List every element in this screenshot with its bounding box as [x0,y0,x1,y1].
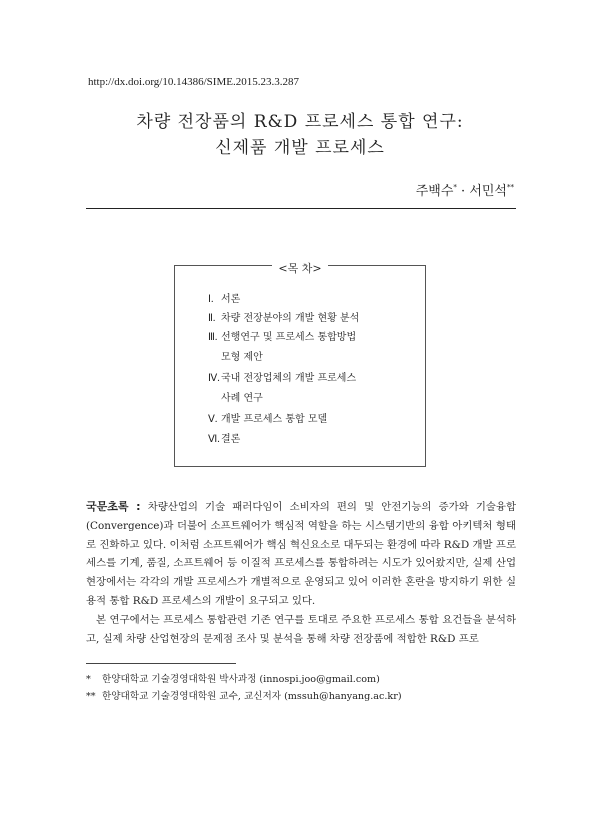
toc-item-label: 개발 프로세스 통합 모델 [221,414,328,425]
toc-item [208,410,327,425]
footnote-text: 한양대학교 기술경영대학원 박사과정 (innospi.joo@gmail.com) [102,674,380,685]
toc-item [208,328,356,343]
table-of-contents [174,262,426,467]
author-mark: ** [507,183,514,192]
toc-item-label: 국내 전장업체의 개발 프로세스 [221,373,357,384]
footnote-mark: * [86,674,91,685]
author-separator: · [456,184,470,199]
toc-number: Ⅵ. [208,434,220,445]
toc-item-label: 서론 [221,294,241,305]
author-line [416,180,514,199]
footnote [86,671,380,685]
paper-title: 차량 전장품의 R&D 프로세스 통합 연구: [136,112,464,132]
toc-number: Ⅲ. [208,332,218,343]
footnote-mark: ** [86,691,96,702]
toc-item [208,369,356,384]
toc-item-continuation: 모형 제안 [221,352,263,363]
toc-item-continuation: 사례 연구 [221,393,263,404]
abstract-paragraph [86,498,516,611]
toc-number: Ⅰ. [208,294,214,305]
footnote-text: 한양대학교 기술경영대학원 교수, 교신저자 (mssuh@hanyang.ac.kr) [102,691,402,702]
toc-item-label: 선행연구 및 프로세스 통합방법 [221,332,357,343]
toc-heading: <목 차> [175,257,425,276]
paper-subtitle: 신제품 개발 프로세스 [215,138,385,158]
toc-number: Ⅳ. [208,373,220,384]
abstract-paragraph: 본 연구에서는 프로세스 통합관련 기존 연구를 토대로 주요한 프로세스 통합 요건들을 분석하고, 실제 차량 산업현장의 문제점 조사 및 분석을 통해 차량 전장품에 적합한 R&D 프로 [86,613,516,645]
author-name: 서민석 [469,184,507,199]
toc-number: Ⅱ. [208,313,216,324]
abstract-label: 국문초록 : [86,500,141,513]
footnote-divider [86,663,236,664]
toc-item [208,290,240,305]
toc-item [208,309,359,324]
toc-item [208,430,240,445]
toc-item-label: 결론 [221,434,241,445]
author-name: 주백수 [415,184,454,199]
abstract-text: 차량산업의 기술 패러다임이 소비자의 편의 및 안전기능의 증가와 기술융합(Convergence)과 더불어 소프트웨어가 핵심적 역할을 하는 시스템기반의 융합 아키텍처 형태로 진화하고 있다. 이처럼 소프트웨어가 핵심 혁신요소로 대두되는 환경에 따라 R&D 개발 프로세스를 기계, 품질, 소프트웨어 등 이질적 프로세스를 통합하려는 시도가 있어왔지만, 실제 산업현장에서는 각각의 개발 프로세스가 개별적으로 운영되고 있어 이러한 혼란을 방지하기 위한 실용적 통합 R&D 프로세스의 개발이 요구되고 있다. [86,501,516,607]
title-divider [86,208,516,209]
doi-link[interactable]: http://dx.doi.org/10.14386/SIME.2015.23.3.287 [88,76,299,88]
toc-item-label: 차량 전장분야의 개발 현황 분석 [221,313,360,324]
toc-number: Ⅴ. [208,414,218,425]
footnote [86,688,402,702]
author-mark: * [453,183,457,192]
korean-abstract [86,498,516,648]
